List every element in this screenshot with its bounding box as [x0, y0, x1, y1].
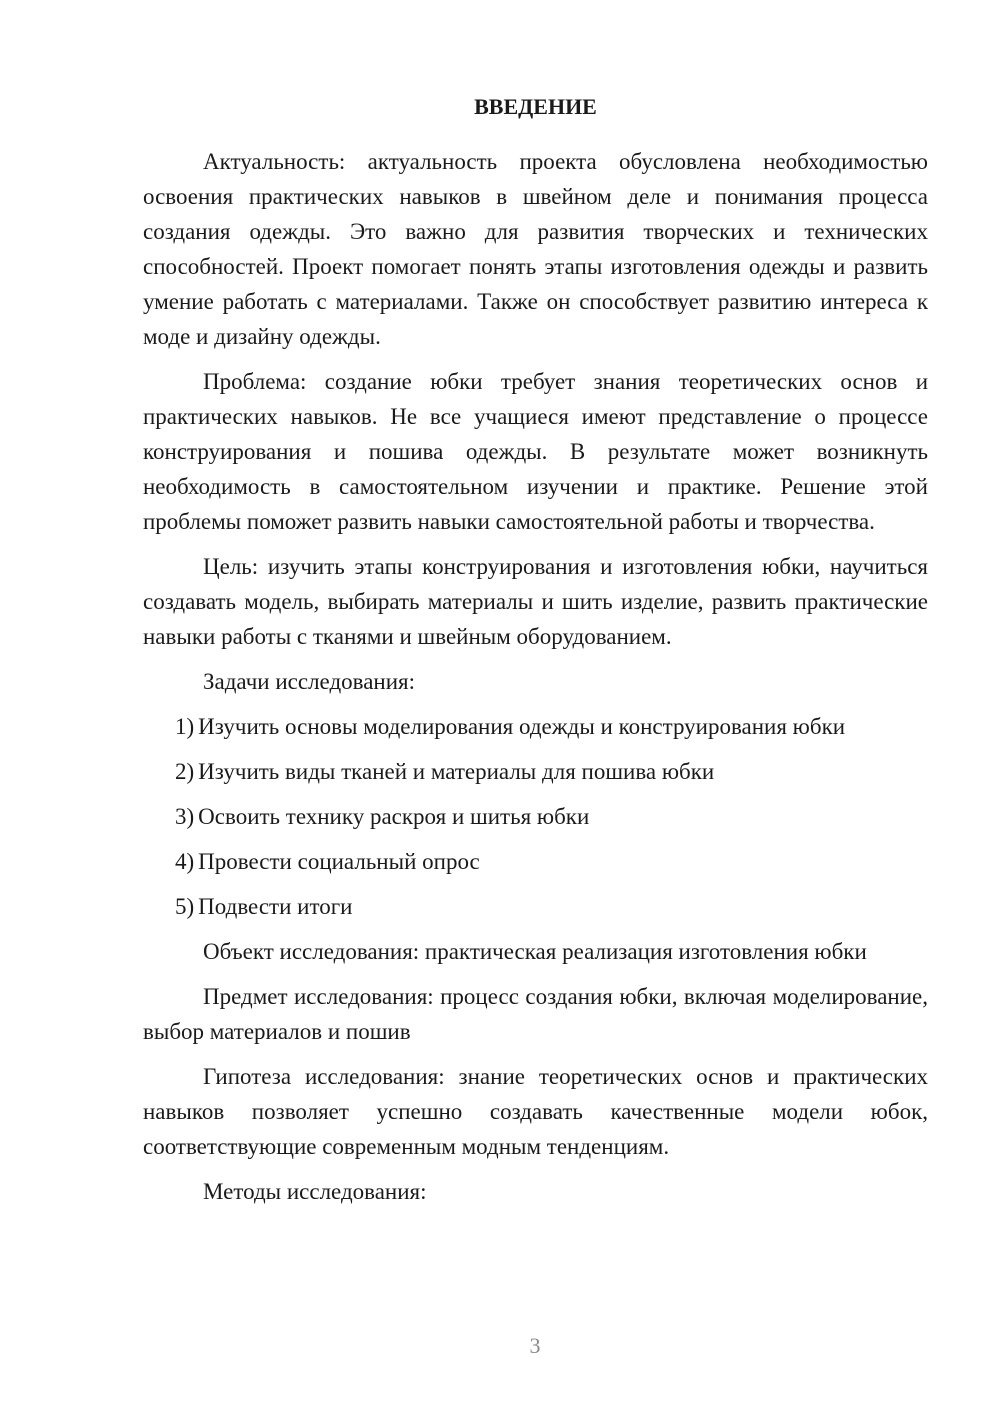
- list-item-number: 3): [175, 804, 195, 829]
- paragraph-goal: Цель: изучить этапы конструирования и изготовления юбки, научиться создавать модель, выбирать материалы и шить изделие, развить практические навыки работы с тканями и швейным оборудованием.: [143, 554, 928, 649]
- list-item-text: Освоить технику раскроя и шитья юбки: [198, 804, 590, 829]
- list-item: [143, 799, 928, 834]
- page-title: ВВЕДЕНИЕ: [474, 94, 597, 119]
- list-item-text: Изучить виды тканей и материалы для пошива юбки: [198, 759, 715, 784]
- list-item: [143, 709, 928, 744]
- page-content: [143, 92, 928, 1219]
- paragraph-problem: Проблема: создание юбки требует знания теоретических основ и практических навыков. Не все учащиеся имеют представление о процессе конструирования и пошива одежды. В результате может возникнуть необходимость в самостоятельном изучении и практике. Решение этой проблемы поможет развить навыки самостоятельной работы и творчества.: [143, 369, 928, 534]
- list-item-number: 5): [175, 894, 195, 919]
- list-item: [143, 889, 928, 924]
- list-item: [143, 754, 928, 789]
- list-item-number: 1): [175, 714, 195, 739]
- list-item-number: 2): [175, 759, 195, 784]
- list-item-number: 4): [175, 849, 195, 874]
- list-item-text: Провести социальный опрос: [198, 849, 480, 874]
- page-number: 3: [529, 1333, 541, 1358]
- list-item-text: Изучить основы моделирования одежды и конструирования юбки: [198, 714, 846, 739]
- list-item-text: Подвести итоги: [198, 894, 353, 919]
- paragraph-hypothesis: Гипотеза исследования: знание теоретических основ и практических навыков позволяет успешно создавать качественные модели юбок, соответствующие современным модным тенденциям.: [143, 1064, 928, 1159]
- paragraph-relevance: Актуальность: актуальность проекта обусловлена необходимостью освоения практических навыков в швейном деле и понимания процесса создания одежды. Это важно для развития творческих и технических способностей. Проект помогает понять этапы изготовления одежды и развить умение работать с материалами. Также он способствует развитию интереса к моде и дизайну одежды.: [143, 149, 928, 349]
- list-item: [143, 844, 928, 879]
- paragraph-subject: Предмет исследования: процесс создания юбки, включая моделирование, выбор материалов и пошив: [143, 984, 928, 1044]
- methods-heading: Методы исследования:: [203, 1179, 427, 1204]
- tasks-heading: Задачи исследования:: [203, 669, 416, 694]
- paragraph-object: Объект исследования: практическая реализация изготовления юбки: [203, 939, 867, 964]
